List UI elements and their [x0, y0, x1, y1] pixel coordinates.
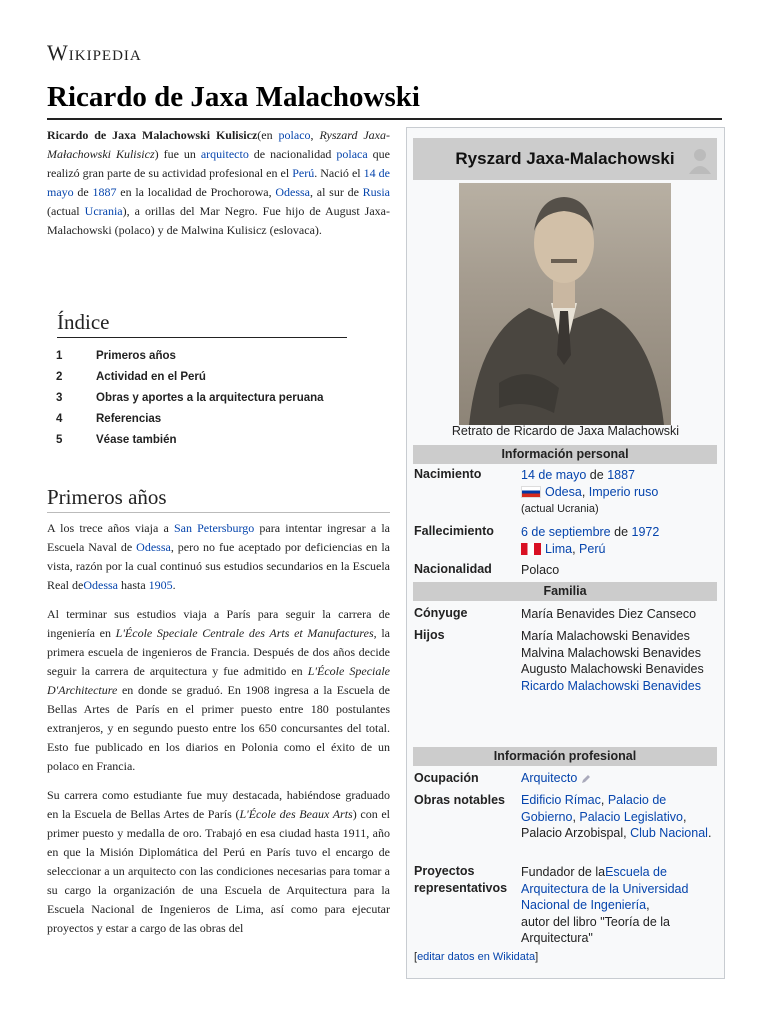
text: de — [73, 185, 93, 199]
child-name: Augusto Malachowski Benavides — [521, 662, 704, 676]
link-birth-date[interactable]: 14 de mayo — [47, 166, 391, 199]
label-ocupacion: Ocupación — [414, 771, 479, 785]
toc-label[interactable]: Véase también — [96, 434, 177, 446]
russia-flag-icon — [521, 486, 541, 498]
text: de — [586, 468, 608, 482]
value-nacionalidad: Polaco — [521, 563, 560, 577]
section-heading-primeros-anos: Primeros años — [47, 484, 390, 513]
link-polaca[interactable]: polaca — [336, 147, 368, 161]
subject-name: Ricardo de Jaxa Malachowski Kulisicz — [47, 128, 258, 142]
link-odessa[interactable]: Odessa — [83, 578, 118, 592]
text: Fundador de la — [521, 865, 606, 879]
link-san-petersburgo[interactable]: San Petersburgo — [173, 521, 255, 535]
infobox — [406, 127, 725, 979]
text: (actual — [47, 204, 85, 218]
value-ocupacion — [521, 770, 717, 787]
link-club-nacional[interactable]: Club Nacional — [630, 826, 708, 840]
text: . Nació el — [314, 166, 364, 180]
label-conyuge: Cónyuge — [414, 606, 468, 620]
link-arquitecto[interactable]: Arquitecto — [521, 771, 578, 785]
toc-item[interactable] — [47, 346, 367, 367]
link-odessa[interactable]: Odessa — [275, 185, 310, 199]
link-odesa[interactable]: Odesa — [545, 484, 582, 499]
link-peru[interactable]: Perú — [579, 541, 606, 556]
link-palacio-legislativo[interactable]: Palacio Legislativo — [579, 809, 683, 824]
text: Al terminar sus estudios viaja a París para seguir la carrera de ingeniería en — [47, 607, 390, 640]
link-arquitecto[interactable]: arquitecto — [200, 147, 249, 161]
text: Su carrera como estudiante fue muy destacada, habiéndose graduado en la Escuela de Bellas Artes de París ( — [47, 788, 390, 821]
text: . — [172, 578, 176, 592]
paragraph — [47, 605, 390, 776]
section-body — [47, 519, 390, 938]
toc-label[interactable]: Referencias — [96, 413, 162, 425]
toc-label[interactable]: Obras y aportes a la arquitectura peruana — [96, 392, 324, 404]
text: en la localidad de Prochorowa, — [116, 185, 276, 199]
text: , la primera escuela de ingenieros de Francia. Después de dos años decide seguir la carrera de arquitectura y fue admitido en — [47, 626, 390, 678]
toc-number: 4 — [56, 413, 63, 425]
link-escuela-arquitectura-uni[interactable]: Escuela de Arquitectura de la Universidad Nacional de Ingeniería — [521, 865, 689, 912]
toc-number: 5 — [56, 434, 63, 446]
text: , — [600, 793, 608, 807]
table-of-contents — [47, 310, 367, 451]
italic-text: L'École Speciale D'Architecture — [47, 664, 391, 697]
paragraph — [47, 519, 390, 595]
text: de — [610, 525, 632, 539]
text: , al sur de — [310, 185, 363, 199]
text: de nacionalidad — [248, 147, 337, 161]
text: , — [581, 484, 589, 499]
link-ucrania[interactable]: Ucrania — [84, 204, 123, 218]
label-obras-notables: Obras notables — [414, 793, 505, 807]
toc-number: 1 — [56, 350, 63, 362]
italic-text: L'École Speciale Centrale des Arts et Manufactures — [115, 626, 374, 640]
toc-item[interactable] — [47, 409, 367, 430]
italic-text: L'École des Beaux Arts — [239, 807, 353, 821]
wikipedia-wordmark[interactable]: Wikipedia — [47, 40, 142, 65]
link-rusia[interactable]: Rusia — [362, 185, 391, 199]
infobox-title-text: Ryszard Jaxa-Malachowski — [455, 149, 675, 168]
portrait-caption: Retrato de Ricardo de Jaxa Malachowski — [451, 424, 680, 438]
text: , — [310, 128, 320, 142]
alt-name: Ryszard Jaxa-Małachowski Kulisicz — [47, 128, 390, 161]
label-nacionalidad: Nacionalidad — [414, 562, 492, 576]
toc-item[interactable] — [47, 388, 367, 409]
value-fallecimiento — [521, 524, 717, 557]
toc-number: 3 — [56, 392, 63, 404]
label-nacimiento: Nacimiento — [414, 467, 482, 481]
palacio-arzobispal: Palacio Arzobispal — [521, 826, 624, 840]
link-edit-wikidata[interactable]: editar datos en Wikidata — [417, 951, 536, 963]
link-peru[interactable]: Perú — [292, 166, 315, 180]
peru-flag-icon — [521, 543, 541, 555]
toc-item[interactable] — [47, 430, 367, 451]
text: ] — [535, 951, 539, 963]
child-name: María Malachowski Benavides — [521, 629, 690, 643]
text: , — [572, 809, 580, 824]
toc-number: 2 — [56, 371, 63, 383]
text: A los trece años viaja a — [47, 521, 174, 535]
paragraph — [47, 786, 390, 938]
text: ) fue un — [154, 147, 201, 161]
link-birth-date[interactable]: 14 de mayo — [521, 468, 587, 482]
text: , pero no fue aceptado por deficiencias en la vista, razón por la cual continuó sus estudios secundarios en la Escuela Real de — [47, 540, 390, 592]
portrait-photo[interactable] — [459, 183, 671, 425]
toc-item[interactable] — [47, 367, 367, 388]
text: hasta — [118, 578, 149, 592]
link-lima[interactable]: Lima — [545, 541, 573, 556]
value-proyectos — [521, 864, 717, 947]
text: (en — [257, 128, 279, 142]
link-1905[interactable]: 1905 — [148, 578, 173, 592]
link-ricardo-malachowski-benavides[interactable]: Ricardo Malachowski Benavides — [521, 678, 701, 693]
text: en donde se graduó. En 1908 ingresa a la Escuela de Bellas Artes de París en el primer puesto entre 180 postulantes extranjeros, y en segundo puesto entre los 650 concursantes del total. Esto fue publicado en los diarios en Polonia como el éxito de un polaco en Francia. — [47, 683, 390, 773]
infobox-title — [413, 138, 717, 180]
child-name: Malvina Malachowski Benavides — [521, 645, 701, 660]
birth-note: (actual Ucrania) — [521, 503, 599, 515]
toc-label[interactable]: Primeros años — [96, 350, 176, 362]
value-obras-notables — [521, 792, 717, 842]
value-nacimiento — [521, 467, 717, 518]
value-conyuge: María Benavides Diez Canseco — [521, 607, 697, 621]
text: [ — [414, 951, 418, 963]
section-header-personal: Información personal — [413, 445, 717, 464]
toc-label[interactable]: Actividad en el Perú — [96, 371, 206, 383]
text: que realizó gran parte de su actividad profesional en el — [47, 147, 390, 180]
text: autor del libro "Teoría de la Arquitectura" — [521, 914, 670, 945]
section-header-profesional: Información profesional — [413, 747, 717, 766]
person-icon — [687, 146, 713, 174]
link-odessa[interactable]: Odessa — [136, 540, 171, 554]
toc-title: Índice — [57, 310, 347, 338]
link-birth-year[interactable]: 1887 — [92, 185, 117, 199]
lead-paragraph — [47, 126, 390, 240]
portrait-illustration — [459, 183, 671, 425]
text: ), a orillas del Mar Negro. Fue hijo de August Jaxa-Malachowski (polaco) y de Malwina Kulisicz (eslovaca). — [47, 204, 390, 237]
value-hijos — [521, 628, 717, 694]
label-proyectos: Proyectos representativos — [414, 864, 508, 895]
link-death-year[interactable]: 1972 — [631, 525, 660, 539]
page-title: Ricardo de Jaxa Malachowski — [47, 80, 722, 120]
link-death-date[interactable]: 6 de septiembre — [521, 525, 611, 539]
text: , — [623, 826, 631, 840]
text: , — [572, 541, 580, 556]
text: ) con el primer puesto y medalla de oro. Trabajó en esa ciudad hasta 1911, año en que la Misión Diplomática del Perú en París tuvo el encargo de seleccionar a un arquitecto con las condiciones necesarias para tomar a su cargo la organización de una Escuela de Arquitectura para la Escuela Nacional de Ingenieros de Lima, así como para ejecutar proyectos y estar a cargo de las obras del — [47, 807, 390, 935]
label-fallecimiento: Fallecimiento — [414, 524, 494, 538]
link-palacio-gobierno[interactable]: Palacio de Gobierno — [521, 793, 667, 824]
link-polaco[interactable]: polaco — [278, 128, 311, 142]
link-edificio-rimac[interactable]: Edificio Rímac — [521, 793, 601, 807]
label-hijos: Hijos — [414, 628, 445, 642]
text: para intentar ingresar a la Escuela Naval de — [47, 521, 390, 554]
link-imperio-ruso[interactable]: Imperio ruso — [588, 484, 659, 499]
wikidata-edit — [414, 951, 538, 963]
text: , — [682, 809, 687, 824]
link-birth-year[interactable]: 1887 — [607, 468, 635, 482]
pencil-edit-icon[interactable] — [581, 774, 591, 784]
text: , — [646, 898, 650, 912]
section-header-familia: Familia — [413, 582, 717, 601]
text: . — [707, 826, 712, 840]
